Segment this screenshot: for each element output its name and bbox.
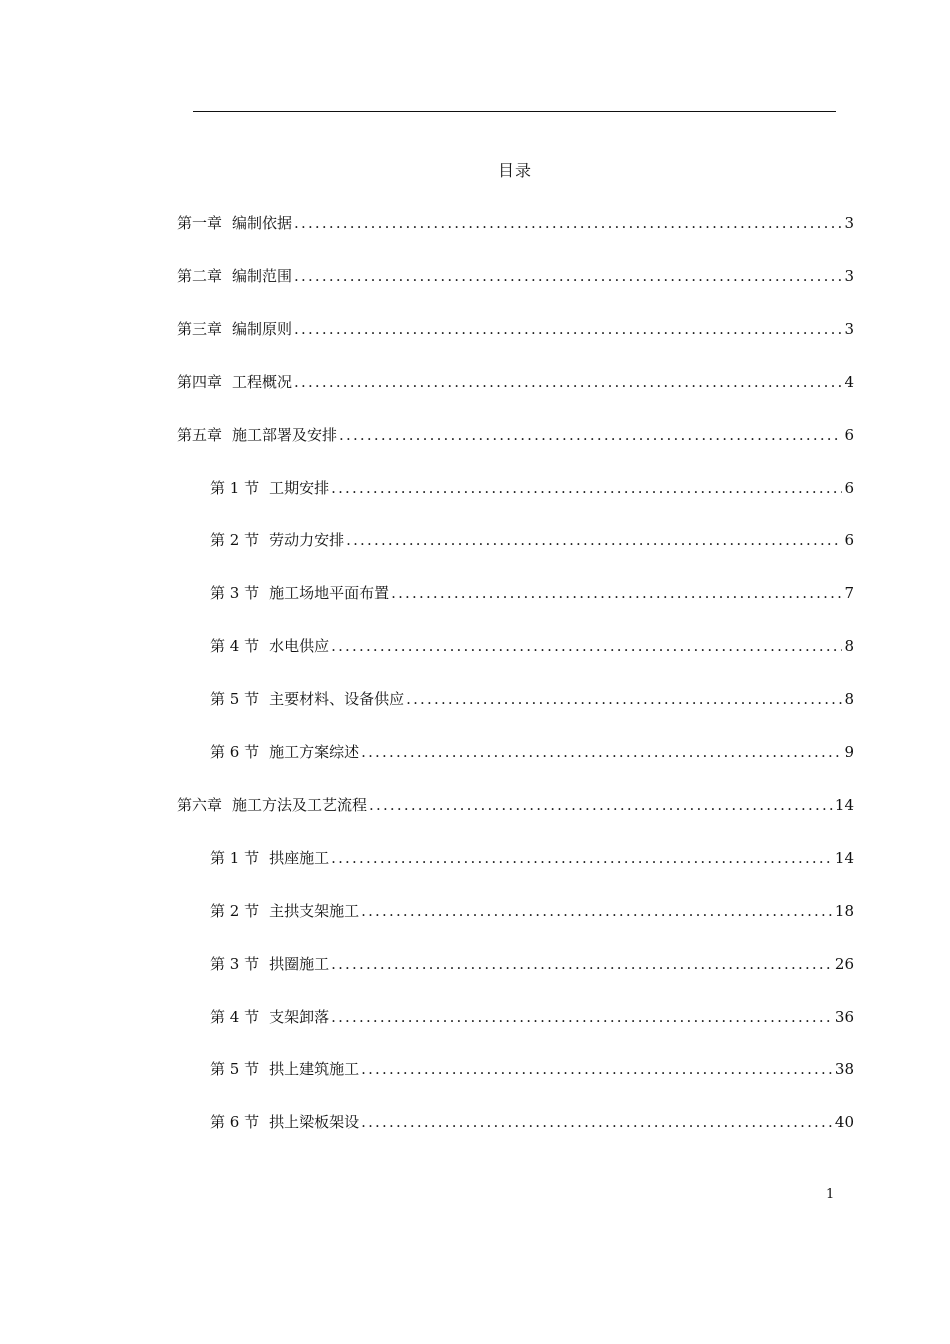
toc-entry-page: 6 xyxy=(844,531,854,549)
toc-entry-title: 工程概况 xyxy=(232,373,293,391)
toc-entry[interactable] xyxy=(210,954,854,974)
toc-entry-title: 编制范围 xyxy=(232,267,293,285)
toc-entry[interactable] xyxy=(210,636,854,656)
toc-entry-title: 支架卸落 xyxy=(269,1008,330,1026)
toc-entry-page: 3 xyxy=(844,214,854,232)
toc-leader-dots xyxy=(294,213,842,233)
toc-leader-dots xyxy=(294,372,842,392)
toc-leader-dots xyxy=(331,636,842,656)
toc-leader-dots xyxy=(294,319,842,339)
toc-entry-page: 7 xyxy=(844,584,854,602)
toc-entry-number: 第 6 节 xyxy=(210,743,260,761)
toc-entry[interactable] xyxy=(210,848,854,868)
toc-leader-dots xyxy=(339,425,842,445)
toc-entry[interactable] xyxy=(177,213,854,233)
toc-entry-title: 主拱支架施工 xyxy=(269,902,360,920)
toc-entry-title: 拱上建筑施工 xyxy=(269,1060,360,1078)
toc-entry[interactable] xyxy=(210,689,854,709)
toc-entry-title: 拱座施工 xyxy=(269,849,330,867)
toc-entry-title: 水电供应 xyxy=(269,637,330,655)
page-number: 1 xyxy=(826,1187,835,1202)
toc-entry-page: 14 xyxy=(834,849,854,867)
toc-entry-number: 第 6 节 xyxy=(210,1113,260,1131)
toc-entry-number: 第 1 节 xyxy=(210,479,260,497)
toc-entry-page: 8 xyxy=(844,637,854,655)
toc-leader-dots xyxy=(391,583,842,603)
toc-entry-title: 劳动力安排 xyxy=(269,531,345,549)
toc-leader-dots xyxy=(331,478,842,498)
toc-entry[interactable] xyxy=(210,742,854,762)
toc-entry-number: 第 4 节 xyxy=(210,1008,260,1026)
toc-entry-page: 14 xyxy=(834,796,854,814)
toc-entry[interactable] xyxy=(210,530,854,550)
toc-entry-number: 第 4 节 xyxy=(210,637,260,655)
toc-entry[interactable] xyxy=(177,319,854,339)
toc-entry-number: 第 3 节 xyxy=(210,584,260,602)
toc-entry-page: 9 xyxy=(844,743,854,761)
toc-entry-title: 编制依据 xyxy=(232,214,293,232)
toc-leader-dots xyxy=(361,901,833,921)
toc-entry[interactable] xyxy=(210,1007,854,1027)
toc-entry-page: 18 xyxy=(834,902,854,920)
toc-entry-number: 第五章 xyxy=(177,426,223,444)
toc-entry[interactable] xyxy=(177,425,854,445)
toc-entry-title: 拱圈施工 xyxy=(269,955,330,973)
toc-entry-number: 第四章 xyxy=(177,373,223,391)
toc-entry-page: 6 xyxy=(844,479,854,497)
toc-entry[interactable] xyxy=(210,1112,854,1132)
toc-leader-dots xyxy=(331,1007,833,1027)
toc-entry-title: 施工场地平面布置 xyxy=(269,584,390,602)
toc-entry-number: 第一章 xyxy=(177,214,223,232)
toc-leader-dots xyxy=(331,954,833,974)
toc-entry-title: 施工方法及工艺流程 xyxy=(232,796,368,814)
toc-entry-title: 工期安排 xyxy=(269,479,330,497)
toc-entry-number: 第 2 节 xyxy=(210,531,260,549)
toc-leader-dots xyxy=(294,266,842,286)
toc-entry[interactable] xyxy=(210,583,854,603)
toc-entry-page: 36 xyxy=(834,1008,854,1026)
toc-entry-number: 第 5 节 xyxy=(210,1060,260,1078)
toc-entry[interactable] xyxy=(210,1059,854,1079)
toc-entry-number: 第 5 节 xyxy=(210,690,260,708)
toc-entry-number: 第 3 节 xyxy=(210,955,260,973)
toc-entry-page: 3 xyxy=(844,320,854,338)
toc-entry-title: 拱上梁板架设 xyxy=(269,1113,360,1131)
toc-title: 目录 xyxy=(497,161,532,180)
toc-entry-page: 40 xyxy=(834,1113,854,1131)
toc-leader-dots xyxy=(406,689,842,709)
toc-entry[interactable] xyxy=(177,266,854,286)
toc-leader-dots xyxy=(346,530,842,550)
toc-leader-dots xyxy=(361,1059,833,1079)
toc-leader-dots xyxy=(361,742,842,762)
toc-entry-number: 第 1 节 xyxy=(210,849,260,867)
toc-entry[interactable] xyxy=(177,795,854,815)
toc-entry-title: 施工方案综述 xyxy=(269,743,360,761)
toc-entry-page: 4 xyxy=(844,373,854,391)
toc-entry-number: 第三章 xyxy=(177,320,223,338)
toc-entry-number: 第六章 xyxy=(177,796,223,814)
toc-entry[interactable] xyxy=(210,478,854,498)
toc-leader-dots xyxy=(361,1112,833,1132)
toc-entry-page: 8 xyxy=(844,690,854,708)
toc-entry-title: 主要材料、设备供应 xyxy=(269,690,405,708)
toc-entry-title: 施工部署及安排 xyxy=(232,426,338,444)
toc-entry[interactable] xyxy=(210,901,854,921)
toc-entry-page: 26 xyxy=(834,955,854,973)
toc-entry-number: 第二章 xyxy=(177,267,223,285)
toc-leader-dots xyxy=(369,795,833,815)
toc-leader-dots xyxy=(331,848,833,868)
toc-entry-page: 3 xyxy=(844,267,854,285)
toc-entry-page: 6 xyxy=(844,426,854,444)
toc-entry-page: 38 xyxy=(834,1060,854,1078)
toc-entry-number: 第 2 节 xyxy=(210,902,260,920)
toc-entry-title: 编制原则 xyxy=(232,320,293,338)
toc-entry[interactable] xyxy=(177,372,854,392)
